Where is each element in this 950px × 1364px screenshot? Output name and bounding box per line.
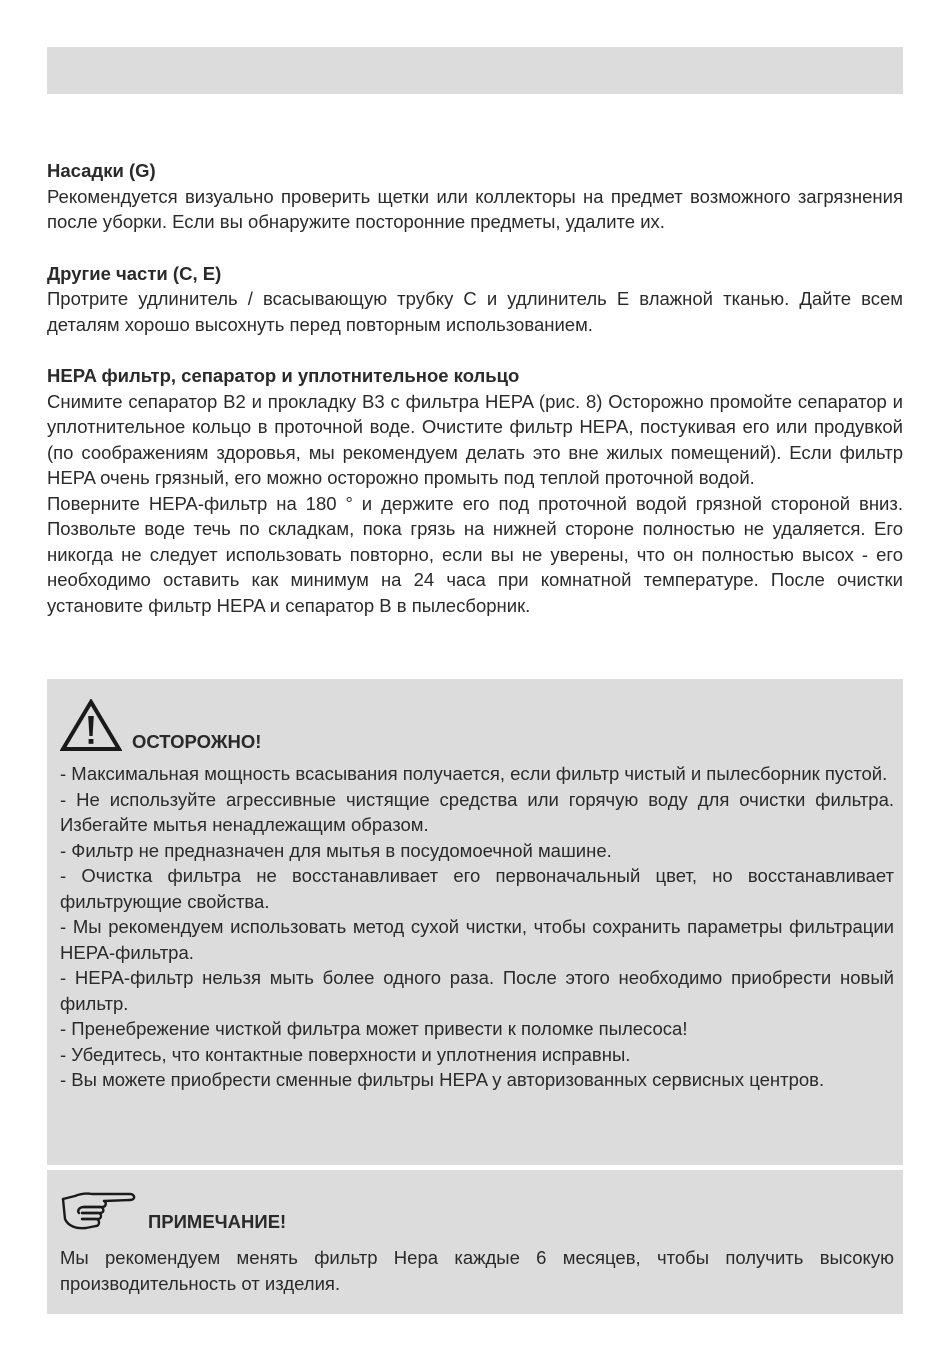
main-content	[47, 158, 903, 618]
note-box	[47, 1170, 903, 1314]
pointing-hand-icon	[60, 1189, 138, 1233]
section-other-parts	[47, 261, 903, 338]
note-text: Мы рекомендуем менять фильтр Hepa каждые 6 месяцев, чтобы получить высокую производительность от изделия.	[60, 1247, 894, 1294]
caution-list	[60, 761, 894, 1093]
section-text: Протрите удлинитель / всасывающую трубку С и удлинитель Е влажной тканью. Дайте всем деталям хорошо высохнуть перед повторным использованием.	[47, 288, 903, 335]
note-title: ПРИМЕЧАНИЕ!	[148, 1211, 287, 1232]
caution-item: - Очистка фильтра не восстанавливает его первоначальный цвет, но восстанавливает фильтрующие свойства.	[60, 865, 894, 912]
section-attachments	[47, 158, 903, 235]
caution-item: - Максимальная мощность всасывания получается, если фильтр чистый и пылесборник пустой.	[60, 763, 888, 784]
section-text: Снимите сепаратор B2 и прокладку B3 с фильтра HEPA (рис. 8) Осторожно промойте сепаратор и уплотнительное кольцо в проточной воде. Очистите фильтр HEPA, постукивая его или продувкой (по соображениям здоровья, мы рекомендуем делать это вне жилых помещений). Если фильтр HEPA очень грязный, его можно осторожно промыть под теплой проточной водой.	[47, 390, 903, 488]
warning-triangle-icon	[60, 699, 122, 753]
caution-item: - Фильтр не предназначен для мытья в посудомоечной машине.	[60, 839, 612, 861]
caution-item: - Убедитесь, что контактные поверхности и уплотнения исправны.	[60, 1043, 631, 1065]
caution-title: ОСТОРОЖНО!	[132, 731, 262, 752]
caution-header	[60, 679, 894, 753]
caution-item: - Не используйте агрессивные чистящие средства или горячую воду для очистки фильтра. Избегайте мытья ненадлежащим образом.	[60, 788, 894, 835]
caution-item: - HEPA-фильтр нельзя мыть более одного раза. После этого необходимо приобрести новый фильтр.	[60, 967, 894, 1014]
section-heading: HEPA фильтр, сепаратор и уплотнительное кольцо	[47, 365, 520, 386]
caution-item: - Вы можете приобрести сменные фильтры HEPA у авторизованных сервисных центров.	[60, 1069, 825, 1090]
caution-item: - Мы рекомендуем использовать метод сухой чистки, чтобы сохранить параметры фильтрации HEPA-фильтра.	[60, 916, 894, 963]
section-text: Рекомендуется визуально проверить щетки или коллекторы на предмет возможного загрязнения после уборки. Если вы обнаружите посторонние предметы, удалите их.	[47, 185, 903, 232]
caution-box	[47, 679, 903, 1165]
section-text: Поверните HEPA-фильтр на 180 ° и держите его под проточной водой грязной стороной вниз. Позвольте воде течь по складкам, пока грязь на нижней стороне полностью не удаляется. Его никогда не следует использовать повторно, если вы не уверены, что он полностью высох - его необходимо оставить как минимум на 24 часа при комнатной температуре. После очистки установите фильтр HEPA и сепаратор B в пылесборник.	[47, 492, 903, 616]
note-header	[60, 1170, 894, 1233]
section-hepa-filter	[47, 363, 903, 618]
caution-item: - Пренебрежение чисткой фильтра может привести к поломке пылесоса!	[60, 1018, 688, 1039]
header-band	[47, 47, 903, 94]
section-heading: Другие части (C, E)	[47, 262, 222, 284]
section-heading: Насадки (G)	[47, 160, 156, 181]
note-body	[60, 1245, 894, 1296]
